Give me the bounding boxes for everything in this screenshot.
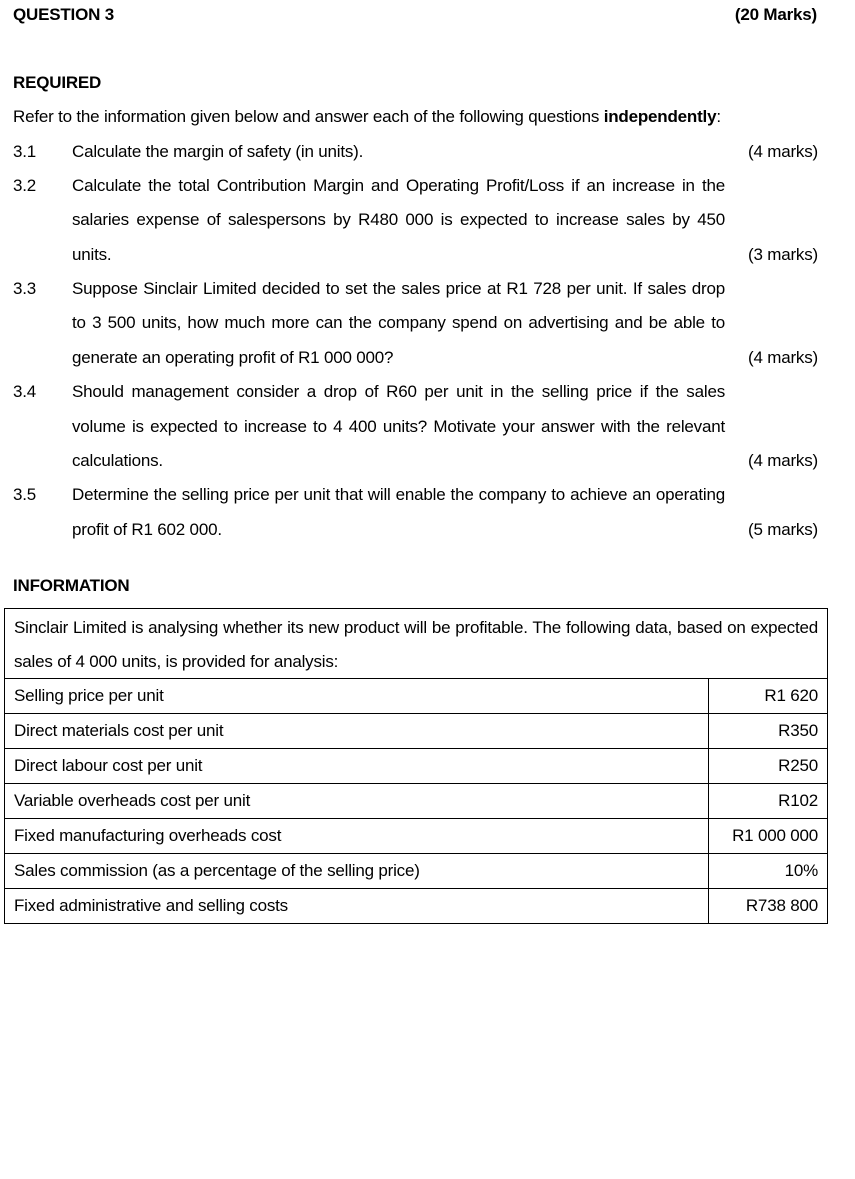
- information-description: Sinclair Limited is analysing whether its new product will be profitable. The following data, based on expected sales of 4 000 units, is provided for analysis:: [5, 609, 827, 679]
- row-label: Sales commission (as a percentage of the selling price): [5, 854, 709, 889]
- row-value: R102: [709, 784, 828, 819]
- question-number: 3.3: [13, 279, 37, 298]
- question-title: QUESTION 3: [13, 5, 114, 24]
- question-line: Suppose Sinclair Limited decided to set the sales price at R1 728 per unit. If sales drop: [72, 279, 725, 298]
- row-value: 10%: [709, 854, 828, 889]
- intro-emphasis: independently: [603, 107, 717, 126]
- question-line: calculations.: [72, 451, 163, 470]
- required-intro: [13, 107, 721, 127]
- table-row: [5, 784, 827, 819]
- table-row: [5, 854, 827, 889]
- row-label: Selling price per unit: [14, 686, 164, 705]
- intro-text: Refer to the information given below and answer each of the following questions: [13, 107, 604, 126]
- question-number: 3.4: [13, 382, 37, 401]
- row-label: Direct labour cost per unit: [5, 749, 709, 784]
- question-marks: (3 marks): [748, 245, 818, 264]
- question-number: 3.5: [13, 485, 37, 504]
- question-line: Should management consider a drop of R60 per unit in the selling price if the sales: [72, 382, 725, 401]
- question-line: Calculate the margin of safety (in units).: [72, 142, 364, 161]
- row-label: Variable overheads cost per unit: [5, 784, 709, 819]
- information-heading: INFORMATION: [13, 576, 130, 595]
- data-table: [5, 679, 827, 923]
- question-line: Determine the selling price per unit that will enable the company to achieve an operating: [72, 485, 725, 504]
- information-table: [4, 608, 828, 924]
- question-marks: (4 marks): [748, 348, 818, 367]
- question-line: generate an operating profit of R1 000 000?: [72, 348, 394, 367]
- question-line: to 3 500 units, how much more can the company spend on advertising and be able to: [72, 313, 725, 332]
- question-line: volume is expected to increase to 4 400 units? Motivate your answer with the relevant: [72, 417, 725, 436]
- question-marks: (4 marks): [748, 142, 818, 161]
- row-value: R738 800: [709, 889, 828, 924]
- total-marks: (20 Marks): [734, 5, 817, 24]
- table-row: [5, 679, 827, 714]
- table-row: [5, 714, 827, 749]
- row-value: R1 620: [709, 679, 828, 714]
- row-value: R250: [709, 749, 828, 784]
- question-line: units.: [72, 245, 112, 264]
- question-marks: (5 marks): [748, 520, 818, 539]
- row-label: Fixed manufacturing overheads cost: [5, 819, 709, 854]
- row-value: R350: [709, 714, 828, 749]
- row-label: Direct materials cost per unit: [5, 714, 709, 749]
- required-heading: REQUIRED: [13, 73, 102, 92]
- table-row: [5, 749, 827, 784]
- question-line: Calculate the total Contribution Margin and Operating Profit/Loss if an increase in the: [72, 176, 725, 195]
- question-number: 3.2: [13, 176, 37, 195]
- question-line: salaries expense of salespersons by R480 000 is expected to increase sales by 450: [72, 210, 725, 229]
- row-value: R1 000 000: [709, 819, 828, 854]
- table-row: [5, 889, 827, 924]
- question-marks: (4 marks): [748, 451, 818, 470]
- question-number: 3.1: [13, 142, 37, 161]
- row-label: Fixed administrative and selling costs: [5, 889, 709, 924]
- intro-suffix: :: [716, 107, 721, 126]
- table-row: [5, 819, 827, 854]
- question-line: profit of R1 602 000.: [72, 520, 222, 539]
